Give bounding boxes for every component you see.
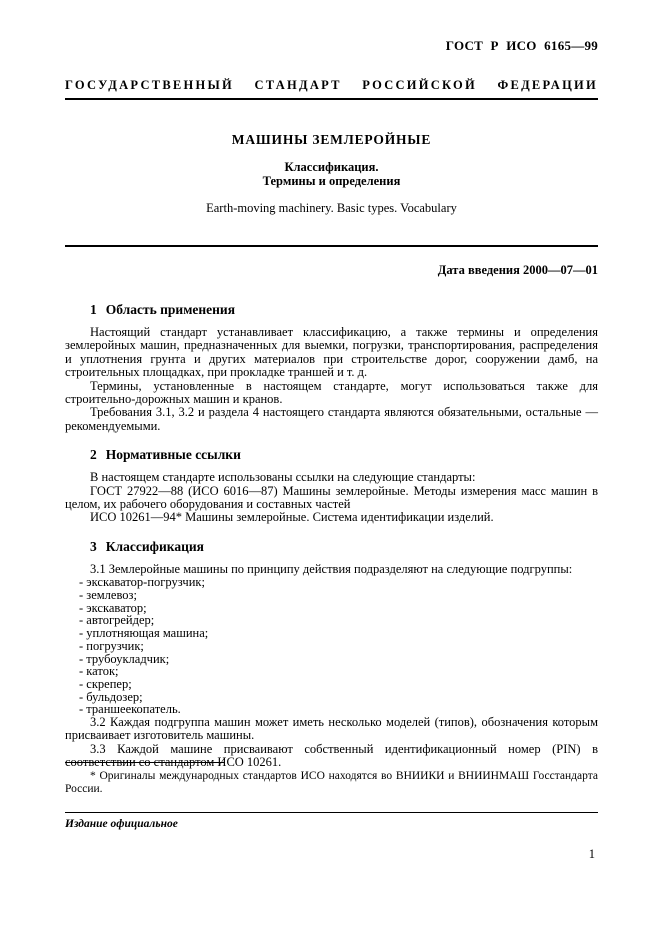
footnote-rule xyxy=(65,762,225,763)
document-subtitle-line2: Термины и определения xyxy=(262,174,401,188)
section-3-heading xyxy=(90,539,598,555)
section-3-number: 3 xyxy=(90,538,97,554)
effective-date: Дата введения 2000—07—01 xyxy=(437,263,598,277)
title-block xyxy=(65,132,598,216)
list-item: - автогрейдер; xyxy=(79,613,155,628)
list-item: - трубоукладчик; xyxy=(79,651,170,666)
standard-code: ГОСТ Р ИСО 6165—99 xyxy=(445,38,598,53)
edition-note: Издание официальное xyxy=(65,818,178,830)
title-rule xyxy=(65,245,598,247)
paragraph: 3.1 Землеройные машины по принципу действия подразделяют на следующие подгруппы: xyxy=(90,561,573,576)
section-2-number: 2 xyxy=(90,447,97,463)
section-normative-references xyxy=(65,447,598,525)
document-title: МАШИНЫ ЗЕМЛЕРОЙНЫЕ xyxy=(231,132,432,147)
paragraph: 3.2 Каждая подгруппа машин может иметь несколько моделей (типов), обозначения которым присваивает изготовитель машины. xyxy=(65,715,598,743)
list-item: - бульдозер; xyxy=(79,689,143,704)
footer-rule xyxy=(65,812,598,813)
federal-standard-banner: ГОСУДАРСТВЕННЫЙ СТАНДАРТ РОССИЙСКОЙ ФЕДЕРАЦИИ xyxy=(65,78,598,92)
classification-list xyxy=(65,576,598,716)
list-item: - экскаватор-погрузчик; xyxy=(79,575,205,590)
section-scope xyxy=(65,302,598,433)
banner-rule xyxy=(65,98,598,100)
paragraph: ИСО 10261—94* Машины землеройные. Система идентификации изделий. xyxy=(90,510,494,525)
list-item: - землевоз; xyxy=(79,587,137,602)
page-number: 1 xyxy=(588,847,595,861)
section-2-title: Нормативные ссылки xyxy=(105,447,241,463)
section-1-heading xyxy=(90,302,598,318)
paragraph: Настоящий стандарт устанавливает классификацию, а также термины и определения землеройных машин, предназначенных для выемки, погрузки, транспортирования, распределения и уплотнения грунта и других материалов при строительстве дорог, сооружении дамб, на строительных площадках, при прокладке траншей и т. д. xyxy=(65,325,598,380)
paragraph: 3.3 Каждой машине присваивают собственный идентификационный номер (PIN) в соответствии со стандартом ИСО 10261. xyxy=(65,741,598,770)
section-1-title: Область применения xyxy=(105,302,236,317)
section-3-title: Классификация xyxy=(105,538,204,554)
list-item: - траншеекопатель. xyxy=(79,702,181,717)
document-subtitle-line1: Классификация. xyxy=(284,160,379,174)
footnote-text: * Оригиналы международных стандартов ИСО находятся во ВНИИКИ и ВНИИНМАШ Госстандарта России. xyxy=(65,770,598,795)
section-classification xyxy=(65,539,598,770)
section-2-heading xyxy=(90,447,598,463)
list-item: - погрузчик; xyxy=(79,638,144,653)
list-item: - экскаватор; xyxy=(79,600,147,615)
footnote-block xyxy=(65,762,598,796)
paragraph: ГОСТ 27922—88 (ИСО 6016—87) Машины землеройные. Методы измерения масс машин в целом, их рабочего оборудования и составных частей xyxy=(65,483,598,512)
list-item: - каток; xyxy=(79,664,119,679)
document-title-english: Earth-moving machinery. Basic types. Vocabulary xyxy=(206,201,457,215)
list-item: - уплотняющая машина; xyxy=(79,626,209,641)
list-item: - скрепер; xyxy=(79,676,132,691)
paragraph: Термины, установленные в настоящем стандарте, могут использоваться также для строительно-дорожных машин и кранов. xyxy=(65,378,598,407)
paragraph: В настоящем стандарте использованы ссылки на следующие стандарты: xyxy=(90,470,476,485)
section-1-number: 1 xyxy=(90,302,97,317)
paragraph: Требования 3.1, 3.2 и раздела 4 настоящего стандарта являются обязательными, остальные — рекомендуемыми. xyxy=(65,405,598,433)
